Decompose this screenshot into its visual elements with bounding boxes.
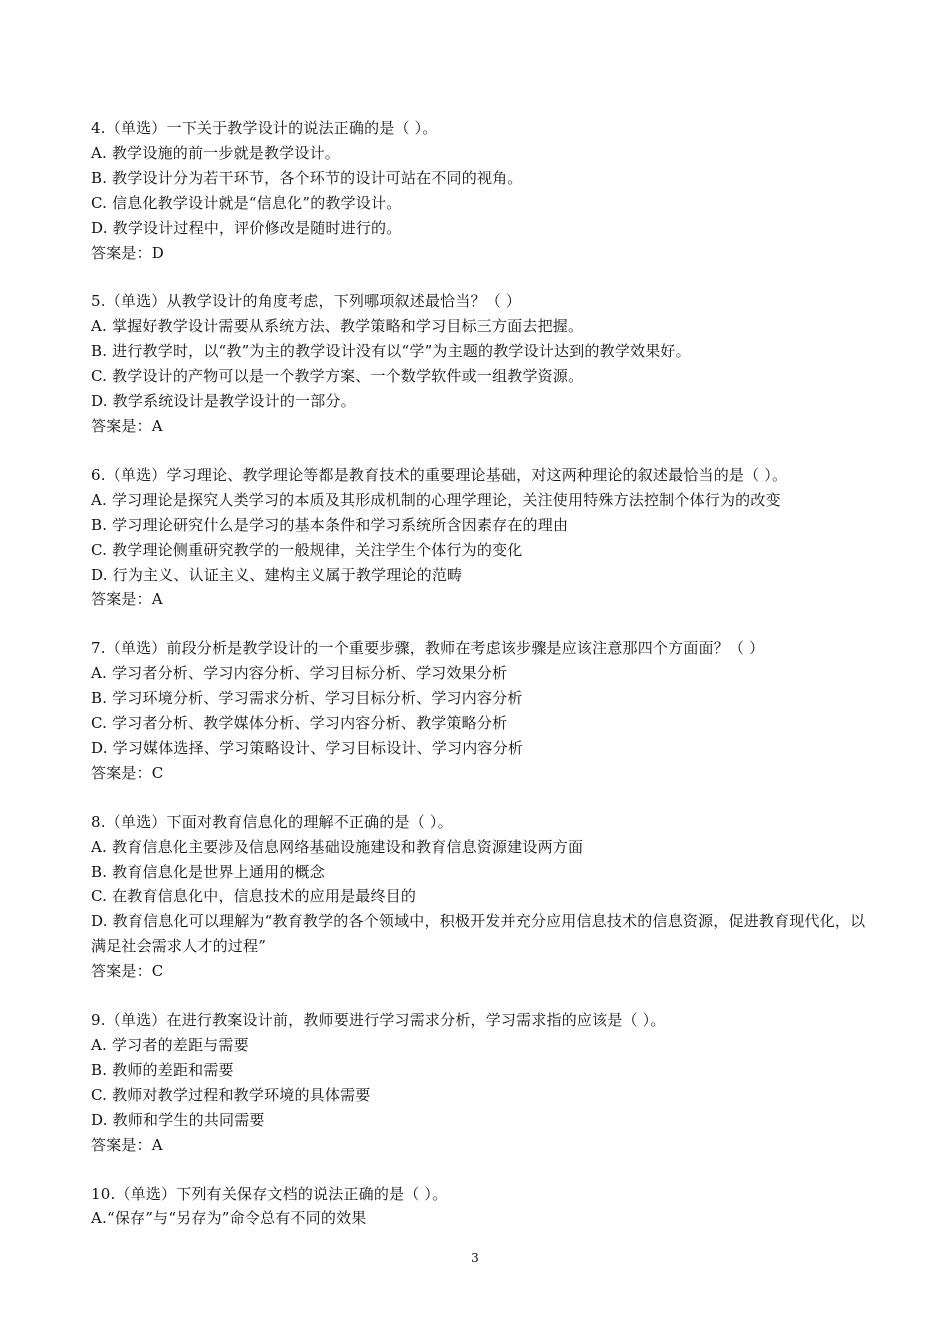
question-stem: 10.（单选）下列有关保存文档的说法正确的是（ ）。 — [91, 1184, 448, 1203]
option-a: A. 学习者的差距与需要 — [91, 1036, 249, 1054]
question-4 — [91, 116, 866, 265]
option-c: C. 教学理论侧重研究教学的一般规律，关注学生个体行为的变化 — [91, 540, 523, 559]
option-d: D. 教学系统设计是教学设计的一部分。 — [91, 392, 356, 411]
answer-line: 答案是：C — [91, 962, 164, 981]
question-10 — [91, 1182, 866, 1232]
option-a: A. 学习理论是探究人类学习的本质及其形成机制的心理学理论，关注使用特殊方法控制个体行为的改变 — [91, 490, 781, 509]
question-stem: 9.（单选）在进行教案设计前，教师要进行学习需求分析，学习需求指的应该是（ ）。 — [91, 1011, 666, 1030]
option-b: B. 教学设计分为若干环节，各个环节的设计可站在不同的视角。 — [91, 168, 523, 187]
question-stem: 8.（单选）下面对教育信息化的理解不正确的是（ ）。 — [91, 812, 453, 831]
option-b: B. 教师的差距和需要 — [91, 1060, 234, 1079]
answer-line: 答案是：C — [91, 763, 164, 782]
option-d: D. 教师和学生的共同需要 — [91, 1110, 265, 1129]
option-c: C. 教学设计的产物可以是一个教学方案、一个数学软件或一组教学资源。 — [91, 367, 584, 386]
option-c: C. 在教育信息化中，信息技术的应用是最终目的 — [91, 887, 417, 906]
option-b: B. 教育信息化是世界上通用的概念 — [91, 862, 325, 881]
question-8 — [91, 810, 866, 984]
question-stem: 5.（单选）从教学设计的角度考虑，下列哪项叙述最恰当？（ ） — [91, 292, 522, 311]
question-9 — [91, 1008, 866, 1157]
option-a: A. 教学设施的前一步就是教学设计。 — [91, 143, 340, 162]
answer-line: 答案是：A — [91, 590, 163, 609]
option-a: A. 学习者分析、学习内容分析、学习目标分析、学习效果分析 — [91, 664, 508, 683]
option-d: D. 教育信息化可以理解为“教育教学的各个领域中，积极开发并充分应用信息技术的信息资源，促进教育现代化，以满足社会需求人才的过程” — [91, 912, 866, 956]
option-b: B. 学习理论研究什么是学习的基本条件和学习系统所含因素存在的理由 — [91, 515, 569, 534]
answer-line: 答案是：A — [91, 1135, 163, 1154]
option-d: D. 教学设计过程中，评价修改是随时进行的。 — [91, 218, 402, 237]
question-stem: 6.（单选）学习理论、教学理论等都是教育技术的重要理论基础，对这两种理论的叙述最恰当的是（ ）。 — [91, 465, 788, 484]
page-number: 3 — [471, 1251, 479, 1265]
option-b: B. 学习环境分析、学习需求分析、学习目标分析、学习内容分析 — [91, 689, 523, 708]
option-a: A. 教育信息化主要涉及信息网络基础设施建设和教育信息资源建设两方面 — [91, 837, 584, 856]
answer-line: 答案是：D — [91, 243, 165, 262]
option-c: C. 教师对教学过程和教学环境的具体需要 — [91, 1085, 371, 1104]
question-7 — [91, 636, 866, 785]
option-c: C. 信息化教学设计就是“信息化”的教学设计。 — [91, 193, 402, 212]
question-5 — [91, 289, 866, 438]
answer-line: 答案是：A — [91, 416, 163, 435]
question-stem: 4.（单选）一下关于教学设计的说法正确的是（ ）。 — [91, 119, 438, 137]
option-b: B. 进行教学时，以“教”为主的教学设计没有以“学”为主题的教学设计达到的教学效果好。 — [91, 342, 691, 361]
option-a: A. 掌握好教学设计需要从系统方法、教学策略和学习目标三方面去把握。 — [91, 317, 584, 336]
question-6 — [91, 463, 866, 612]
option-d: D. 学习媒体选择、学习策略设计、学习目标设计、学习内容分析 — [91, 738, 524, 757]
option-c: C. 学习者分析、教学媒体分析、学习内容分析、教学策略分析 — [91, 714, 508, 733]
question-stem: 7.（单选）前段分析是教学设计的一个重要步骤，教师在考虑该步骤是应该注意那四个方面面？（ ） — [91, 639, 765, 658]
option-a: A.“保存”与“另存为”命令总有不同的效果 — [91, 1209, 367, 1228]
option-d: D. 行为主义、认证主义、建构主义属于教学理论的范畴 — [91, 565, 463, 584]
question-list — [91, 116, 866, 1255]
